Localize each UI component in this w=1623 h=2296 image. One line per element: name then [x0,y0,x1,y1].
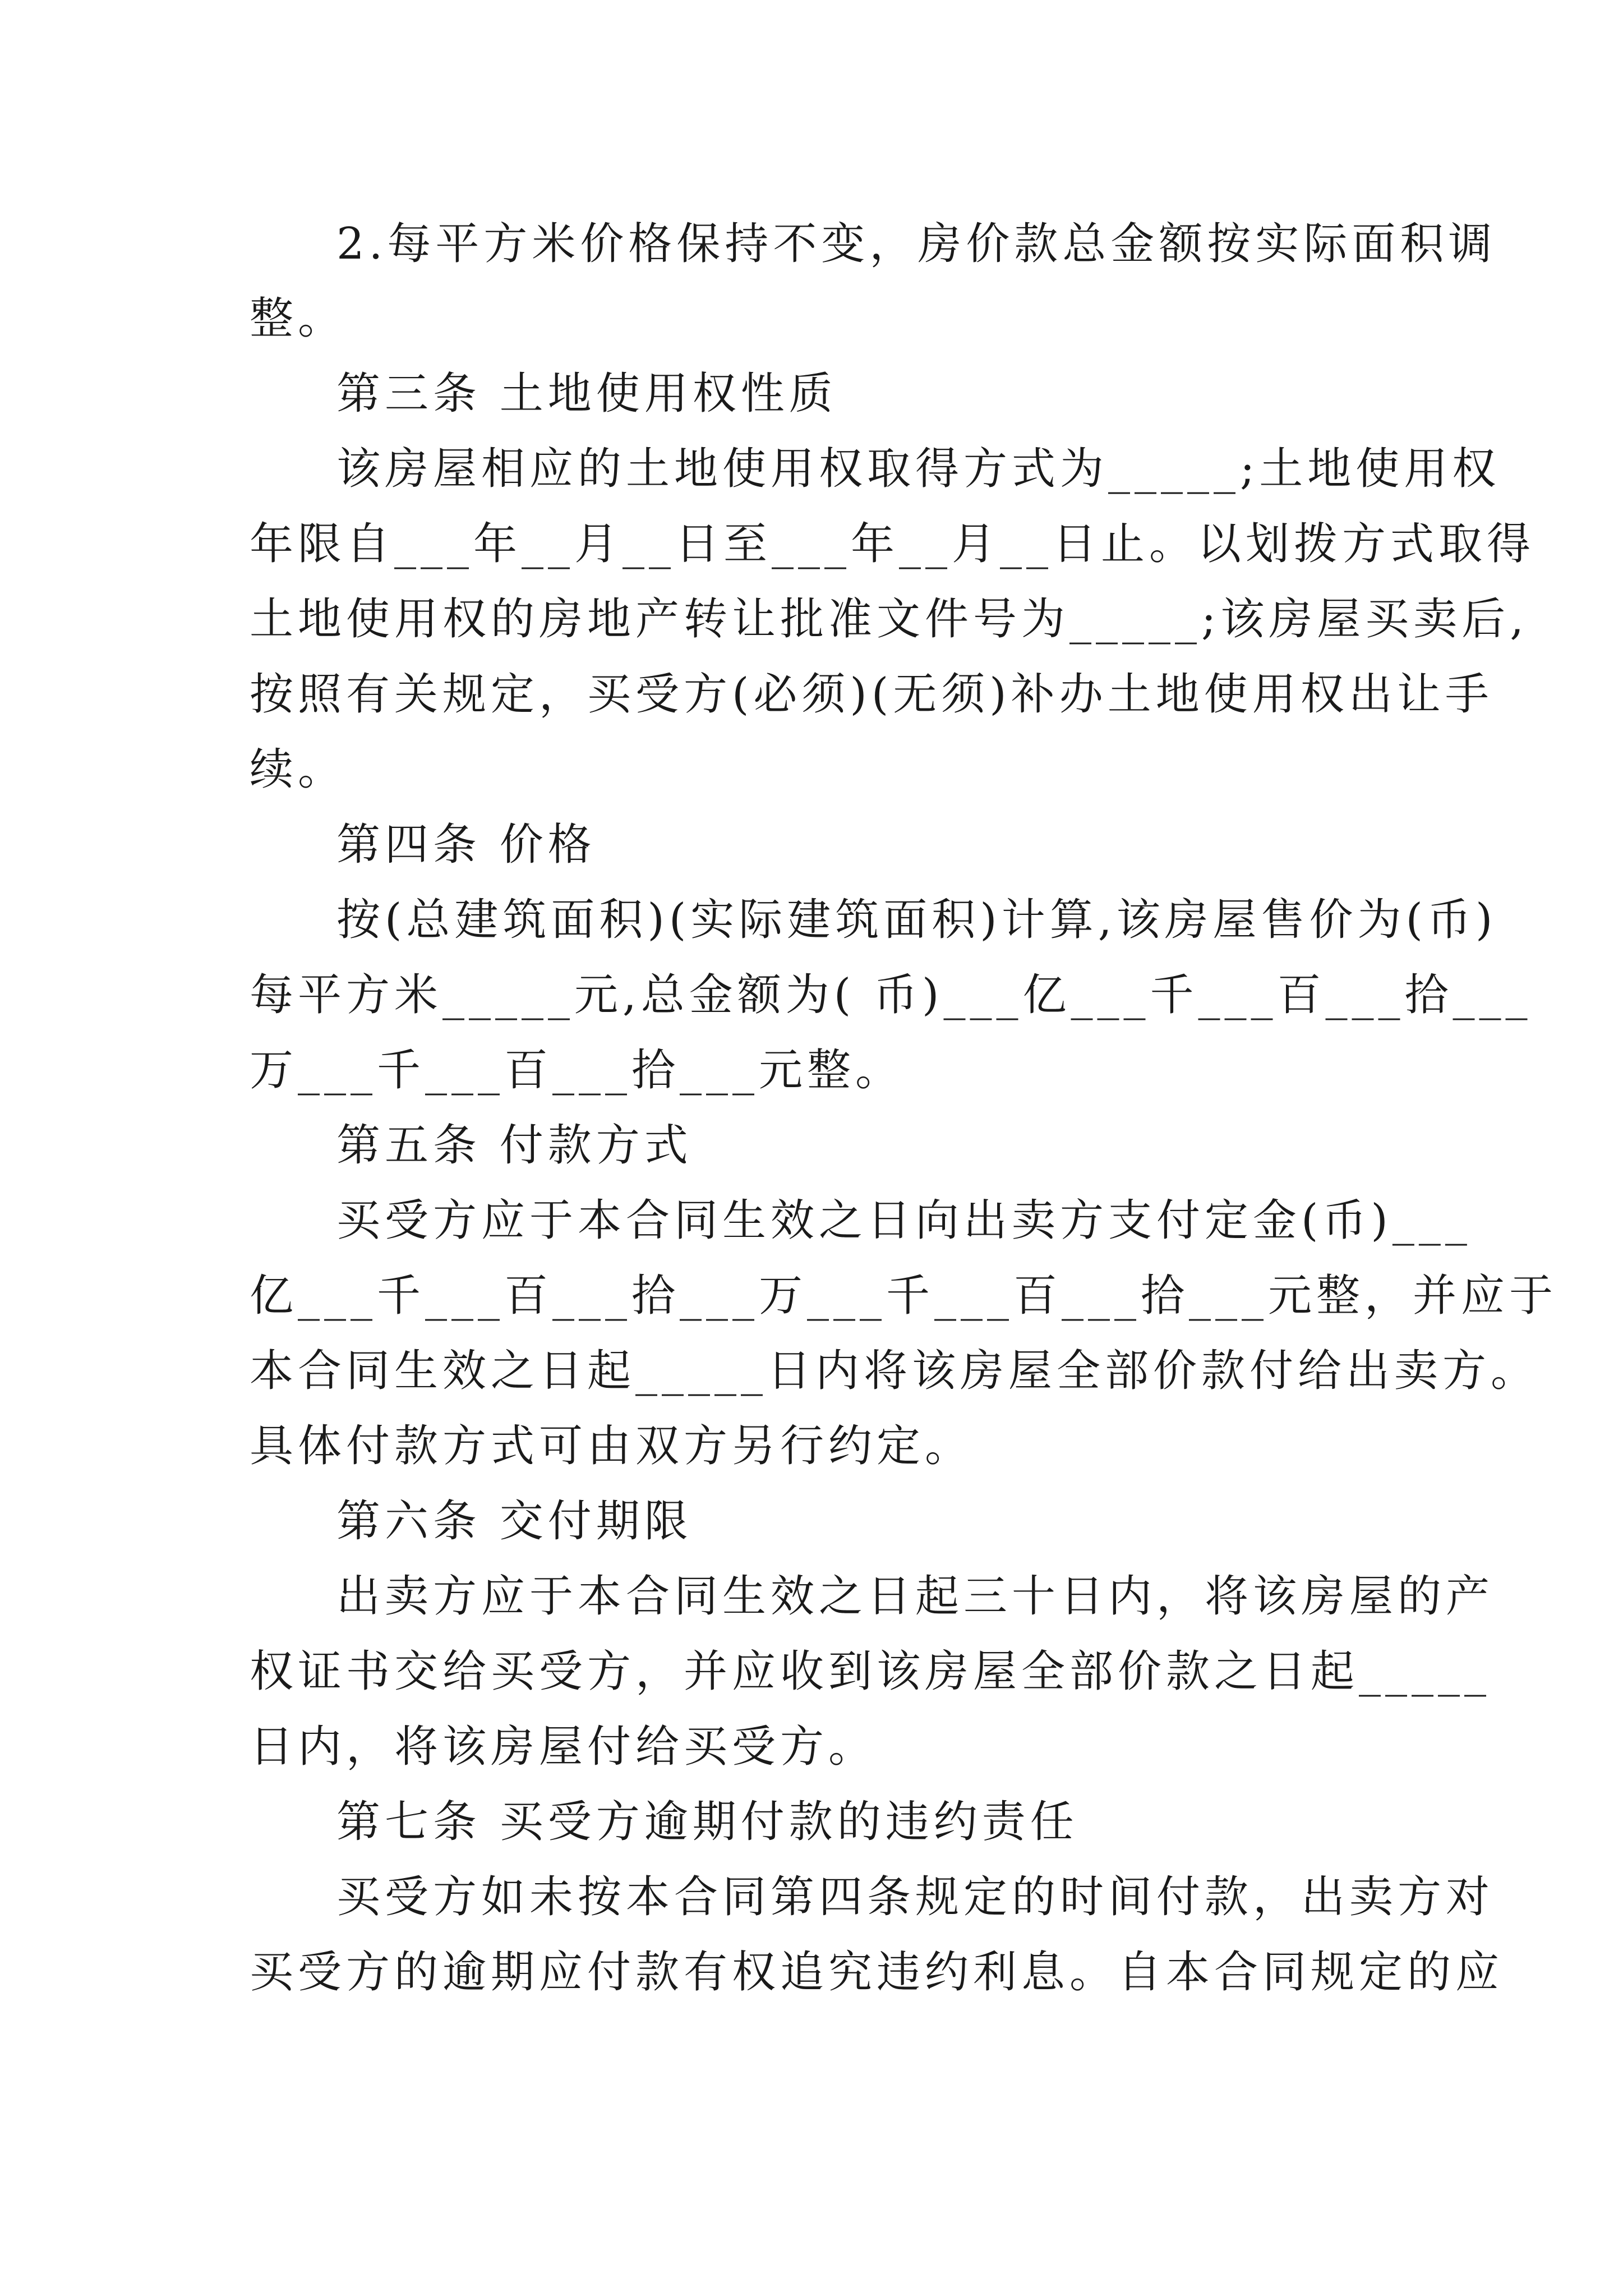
paragraph-line: 整。 [250,293,347,344]
paragraph-line: 日内，将该房屋付给买受方。 [250,1722,877,1772]
paragraph-line: 具体付款方式可由双方另行约定。 [250,1421,974,1471]
paragraph-line: 万___千___百___拾___元整。 [250,1045,904,1096]
paragraph-line: 该房屋相应的土地使用权取得方式为_____;土地使用权 [336,444,1501,494]
paragraph-line: 按(总建筑面积)(实际建筑面积)计算,该房屋售价为(币) [336,895,1497,945]
paragraph-line: 买受方应于本合同生效之日向出卖方支付定金(币)___ [336,1195,1472,1246]
section-heading: 第七条 买受方逾期付款的违约责任 [336,1797,1078,1847]
paragraph-line: 2.每平方米价格保持不变，房价款总金额按实际面积调 [336,219,1497,269]
paragraph-line: 续。 [250,744,347,795]
paragraph-line: 按照有关规定，买受方(必须)(无须)补办土地使用权出让手 [250,669,1493,720]
section-heading: 第六条 交付期限 [336,1496,693,1547]
section-heading: 第五条 付款方式 [336,1120,693,1171]
paragraph-line: 每平方米_____元,总金额为( 币)___亿___千___百___拾___ [250,970,1532,1020]
paragraph-line: 出卖方应于本合同生效之日起三十日内，将该房屋的产 [336,1571,1495,1622]
paragraph-line: 权证书交给买受方，并应收到该房屋全部价款之日起_____ [250,1646,1491,1697]
paragraph-line: 土地使用权的房地产转让批准文件号为_____;该房屋买卖后, [250,594,1529,645]
paragraph-line: 亿___千___百___拾___万___千___百___拾___元整，并应于 [250,1271,1558,1321]
section-heading: 第三条 土地使用权性质 [336,369,837,419]
section-heading: 第四条 价格 [336,820,596,870]
paragraph-line: 年限自___年__月__日至___年__月__日止。以划拨方式取得 [250,519,1536,569]
paragraph-line: 买受方如未按本合同第四条规定的时间付款，出卖方对 [336,1872,1495,1922]
paragraph-line: 本合同生效之日起_____日内将该房屋全部价款付给出卖方。 [250,1346,1539,1396]
paragraph-line: 买受方的逾期应付款有权追究违约利息。自本合同规定的应 [250,1947,1504,1998]
